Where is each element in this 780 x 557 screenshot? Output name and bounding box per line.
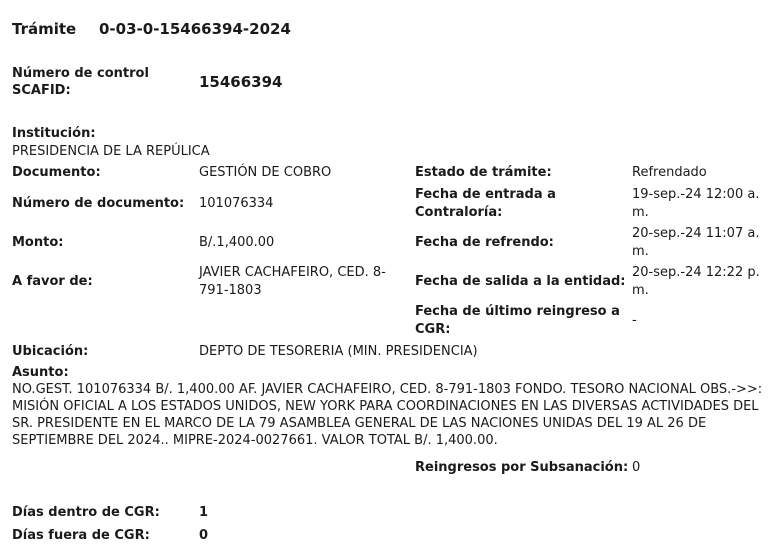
- fecha-entrada-value-line2: m.: [632, 205, 649, 220]
- fecha-salida-value-line1: 20-sep.-24 12:22 p.: [632, 265, 760, 280]
- tramite-number: 0-03-0-15466394-2024: [99, 20, 291, 38]
- dias-fuera-label: Días fuera de CGR:: [12, 528, 150, 543]
- control-number: 15466394: [199, 73, 283, 91]
- documento-value: GESTIÓN DE COBRO: [199, 165, 332, 180]
- institucion-label: Institución:: [12, 126, 96, 141]
- fecha-reingreso-label-line1: Fecha de último reingreso a: [415, 304, 620, 319]
- asunto-line3: SR. PRESIDENTE EN EL MARCO DE LA 79 ASAMBLEA GENERAL DE LAS NACIONES UNIDAS DEL 19 AL 26 DE: [12, 416, 707, 431]
- fecha-refrendo-label: Fecha de refrendo:: [415, 235, 554, 250]
- fecha-refrendo-value-line1: 20-sep.-24 11:07 a.: [632, 226, 760, 241]
- fecha-entrada-label-line1: Fecha de entrada a: [415, 187, 556, 202]
- a-favor-value-line2: 791-1803: [199, 283, 262, 298]
- monto-label: Monto:: [12, 235, 64, 250]
- reingresos-label: Reingresos por Subsanación:: [415, 460, 629, 475]
- estado-value: Refrendado: [632, 165, 707, 180]
- estado-label: Estado de trámite:: [415, 165, 552, 180]
- numero-documento-label: Número de documento:: [12, 196, 185, 211]
- tramite-label: Trámite: [12, 20, 77, 38]
- fecha-salida-label: Fecha de salida a la entidad:: [415, 274, 626, 289]
- numero-documento-value: 101076334: [199, 196, 274, 211]
- monto-value: B/.1,400.00: [199, 235, 275, 250]
- fecha-entrada-value-line1: 19-sep.-24 12:00 a.: [632, 187, 760, 202]
- documento-label: Documento:: [12, 165, 101, 180]
- control-label-line1: Número de control: [12, 66, 149, 81]
- asunto-line4: SEPTIEMBRE DEL 2024.. MIPRE-2024-0027661. VALOR TOTAL B/. 1,400.00.: [12, 433, 498, 448]
- asunto-line2: MISIÓN OFICIAL A LOS ESTADOS UNIDOS, NEW YORK PARA COORDINACIONES EN LAS DIVERSAS ACTIVIDADES DEL: [12, 399, 759, 414]
- a-favor-label: A favor de:: [12, 274, 93, 289]
- fecha-salida-value-line2: m.: [632, 283, 649, 298]
- reingresos-value: 0: [632, 460, 641, 475]
- dias-dentro-label: Días dentro de CGR:: [12, 505, 160, 520]
- asunto-line1: NO.GEST. 101076334 B/. 1,400.00 AF. JAVIER CACHAFEIRO, CED. 8-791-1803 FONDO. TESORO NACIONAL OBS.->>:: [12, 382, 763, 397]
- ubicacion-value: DEPTO DE TESORERIA (MIN. PRESIDENCIA): [199, 344, 478, 359]
- fecha-reingreso-value: -: [632, 313, 637, 328]
- fecha-reingreso-label-line2: CGR:: [415, 322, 451, 337]
- dias-dentro-value: 1: [199, 505, 209, 520]
- ubicacion-label: Ubicación:: [12, 344, 89, 359]
- control-label-line2: SCAFID:: [12, 83, 71, 98]
- dias-fuera-value: 0: [199, 528, 209, 543]
- asunto-label: Asunto:: [12, 365, 69, 380]
- a-favor-value-line1: JAVIER CACHAFEIRO, CED. 8-: [199, 265, 386, 280]
- fecha-entrada-label-line2: Contraloría:: [415, 205, 503, 220]
- fecha-refrendo-value-line2: m.: [632, 244, 649, 259]
- institucion-value: PRESIDENCIA DE LA REPÚLICA: [12, 144, 210, 159]
